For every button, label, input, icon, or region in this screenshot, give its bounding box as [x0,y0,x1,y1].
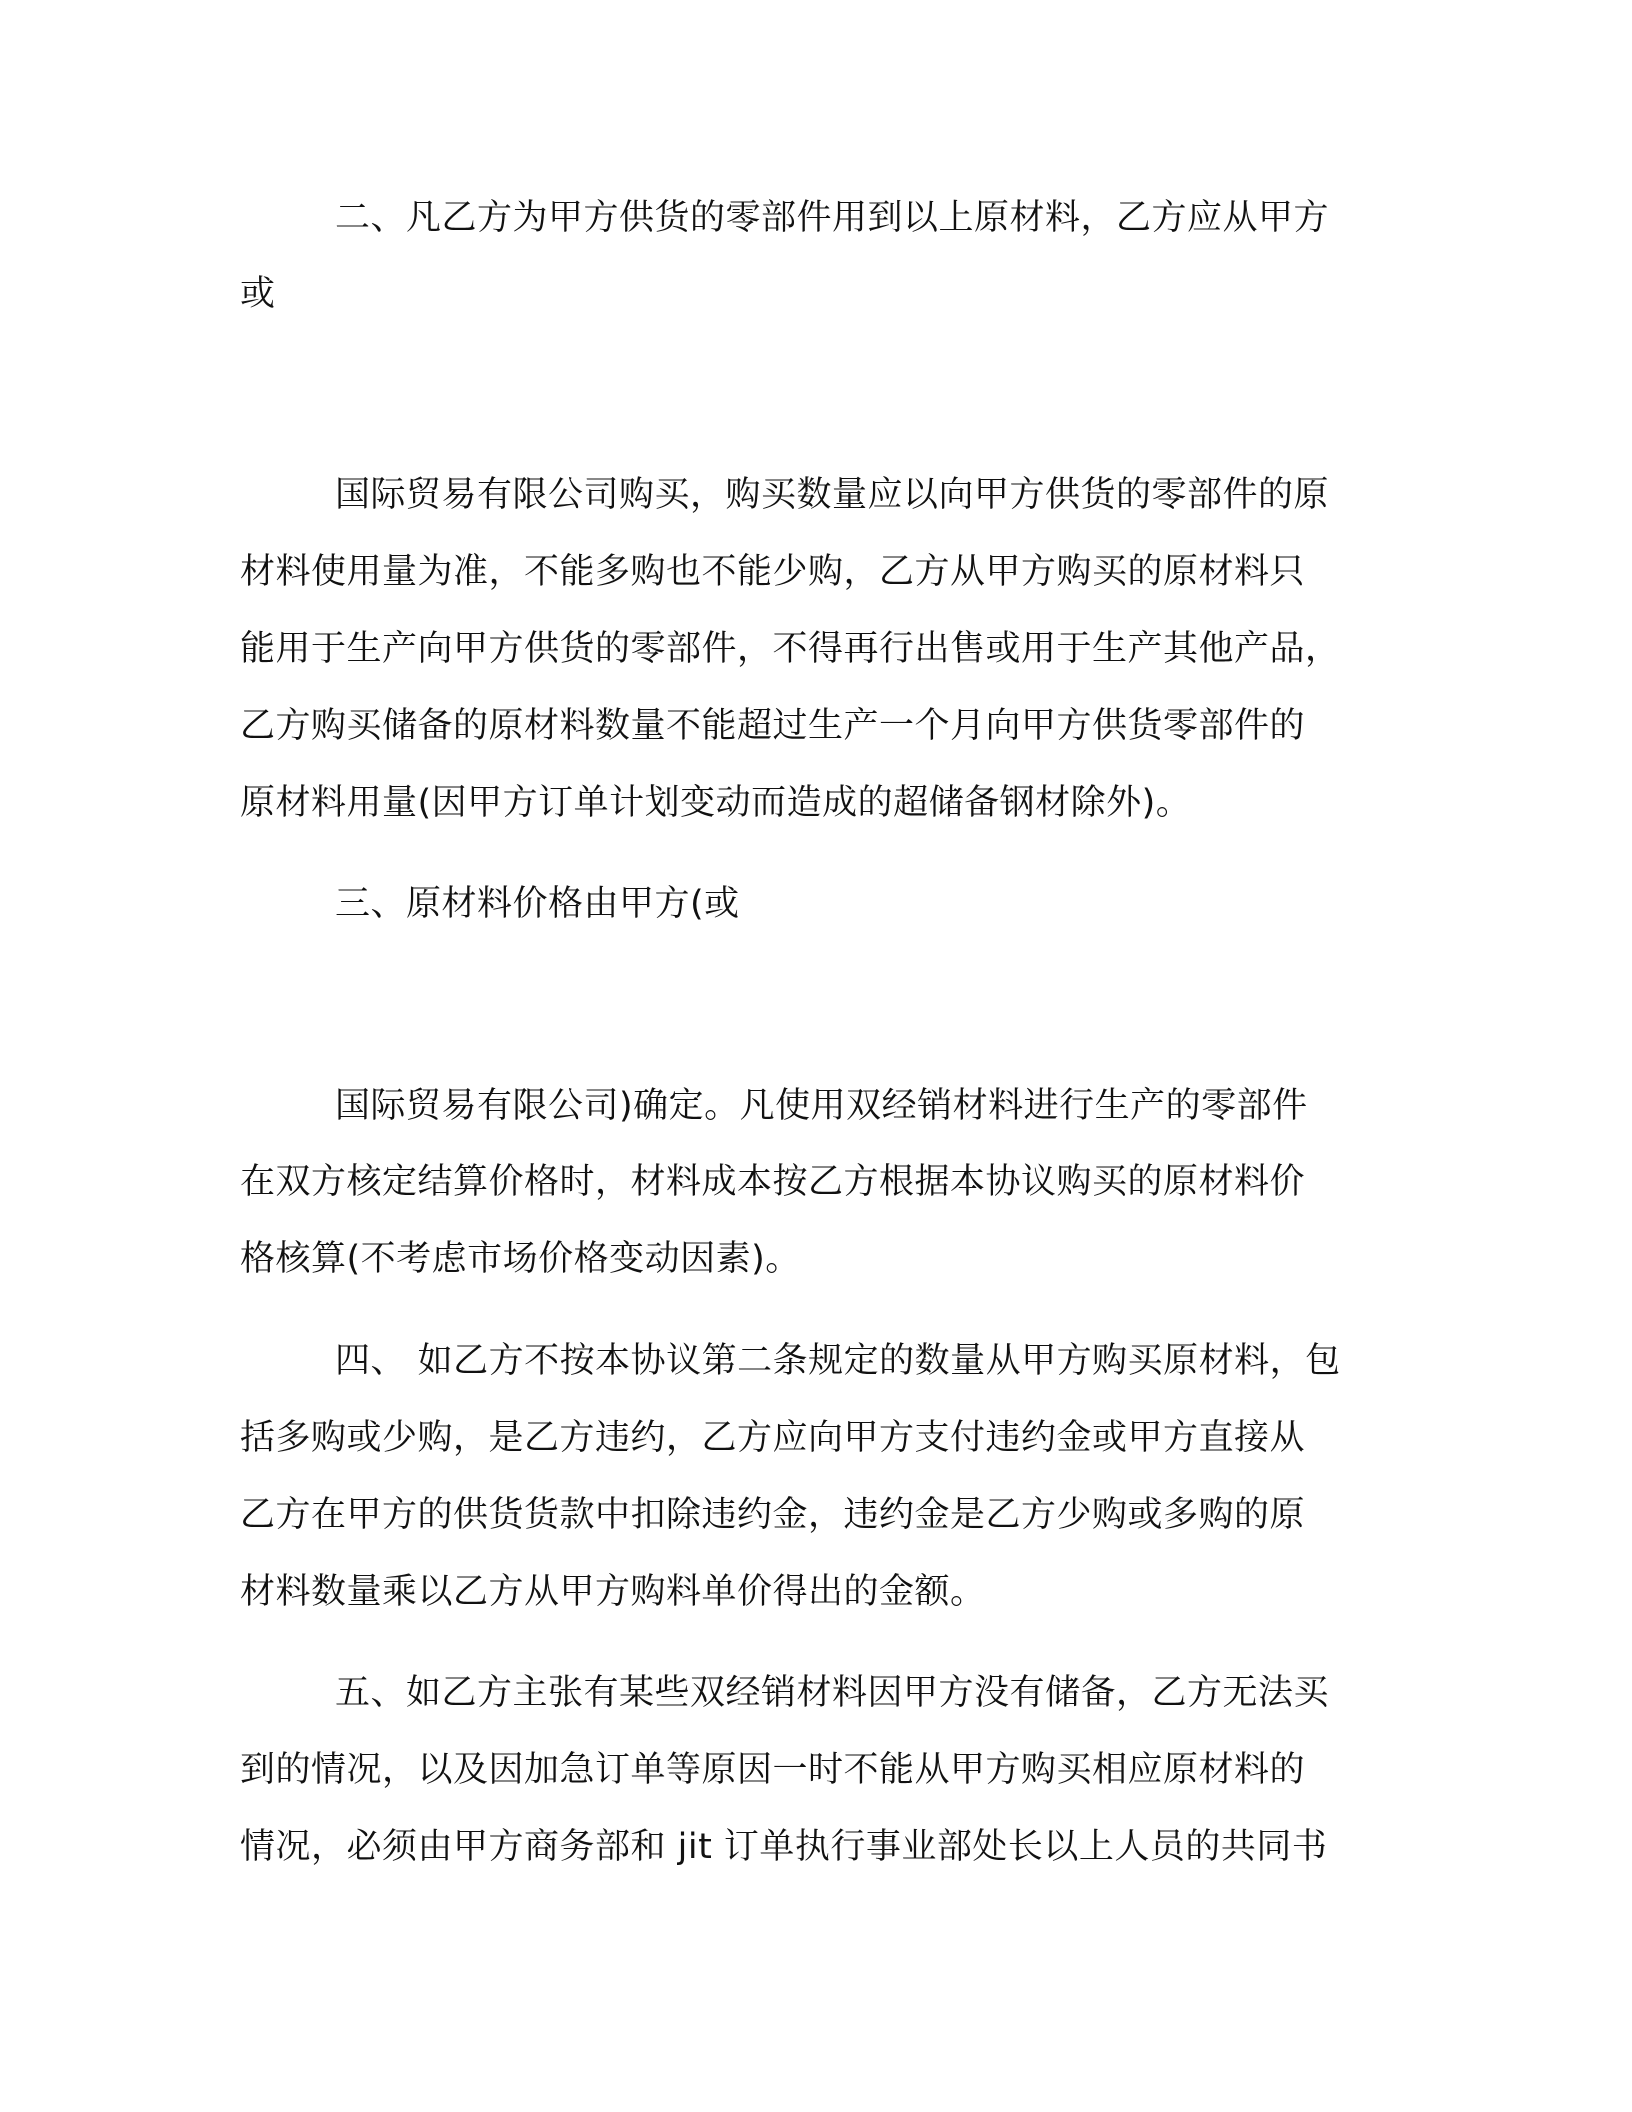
paragraph-3-line-1: 三、原材料价格由甲方(或 [335,884,740,924]
paragraph-3b-line-2: 在双方核定结算价格时，材料成本按乙方根据本协议购买的原材料价 [240,1162,1306,1202]
paragraph-4-line-1: 四、 如乙方不按本协议第二条规定的数量从甲方购买原材料，包 [335,1341,1341,1381]
paragraph-5-line-3: 情况，必须由甲方商务部和 jit 订单执行事业部处长以上人员的共同书 [240,1827,1328,1867]
paragraph-2-line-1: 二、凡乙方为甲方供货的零部件用到以上原材料，乙方应从甲方 [335,198,1330,238]
paragraph-5-line-2: 到的情况，以及因加急订单等原因一时不能从甲方购买相应原材料的 [240,1750,1306,1790]
paragraph-2b-line-5: 原材料用量(因甲方订单计划变动而造成的超储备钢材除外)。 [240,783,1192,823]
paragraph-4-line-2: 括多购或少购，是乙方违约，乙方应向甲方支付违约金或甲方直接从 [240,1418,1306,1458]
paragraph-4-line-3: 乙方在甲方的供货货款中扣除违约金，违约金是乙方少购或多购的原 [240,1495,1306,1535]
paragraph-3b-line-1: 国际贸易有限公司)确定。凡使用双经销材料进行生产的零部件 [335,1086,1308,1126]
paragraph-2b-line-2: 材料使用量为准，不能多购也不能少购，乙方从甲方购买的原材料只 [240,552,1306,592]
paragraph-5-line-1: 五、如乙方主张有某些双经销材料因甲方没有储备，乙方无法买 [335,1673,1330,1713]
paragraph-2b-line-1: 国际贸易有限公司购买，购买数量应以向甲方供货的零部件的原 [335,475,1330,515]
paragraph-2b-line-3: 能用于生产向甲方供货的零部件，不得再行出售或用于生产其他产品， [240,629,1341,669]
paragraph-2b-line-4: 乙方购买储备的原材料数量不能超过生产一个月向甲方供货零部件的 [240,706,1306,746]
paragraph-2-line-2: 或 [240,274,276,314]
paragraph-4-line-4: 材料数量乘以乙方从甲方购料单价得出的金额。 [240,1572,986,1612]
paragraph-3b-line-3: 格核算(不考虑市场价格变动因素)。 [240,1239,801,1279]
